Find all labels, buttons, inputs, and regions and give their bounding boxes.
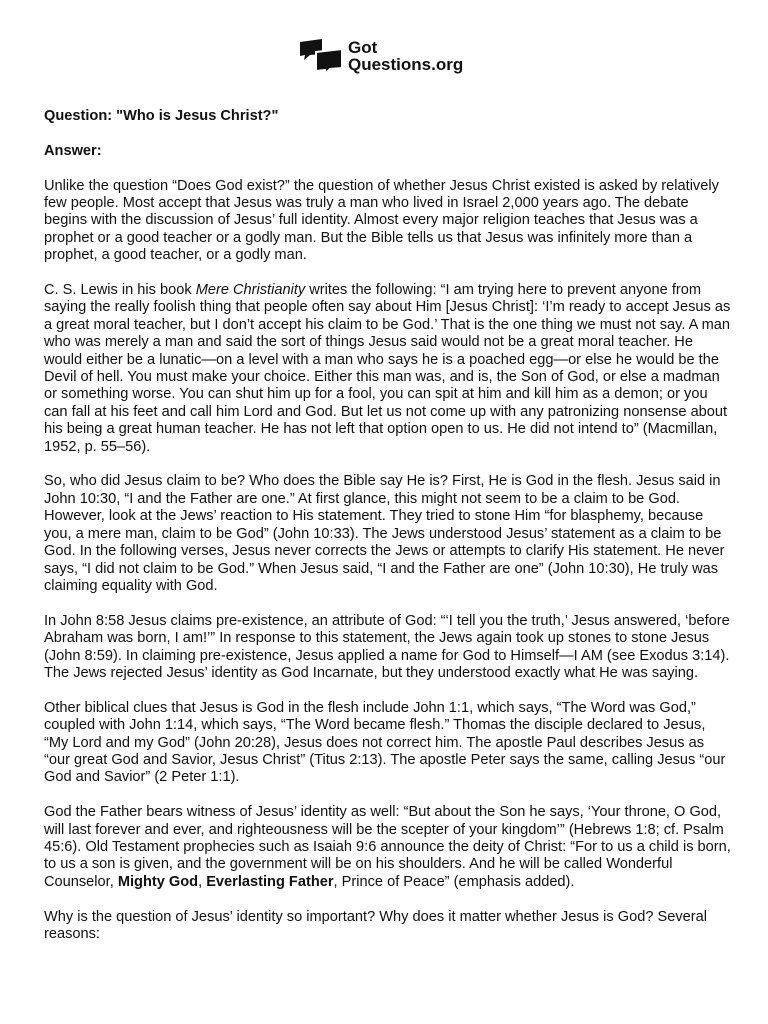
paragraph-4: In John 8:58 Jesus claims pre-existence, an attribute of God: “‘I tell you the truth,’ Jesus answered, ‘before Abraham was born, I am!’” In response to this statement, the Jews again took up stones to stone Jesus (John 8:59). In claiming pre-existence, Jesus applied a name for God to Himself—I AM (see Exodus 3:14). The Jews rejected Jesus’ identity as God Incarnate, but they understood exactly what He was saying. — [44, 612, 730, 681]
emphasis-everlasting-father: Everlasting Father — [206, 873, 334, 890]
paragraph-6-end: , Prince of Peace” (emphasis added). — [333, 873, 575, 890]
paragraph-2-quote: writes the following: “I am trying here to prevent anyone from saying the really foolish thing that people often say about Him [Jesus Christ]: ‘I’m ready to accept Jesus as a great moral teacher, but I don’t accept his claim to be God.’ That is the one thing we must not say. A man who was merely a man and said the sort of things Jesus said would not be a great moral teacher. He would either be a lunatic—on a level with a man who says he is a poached egg—or else he would be the Devil of hell. You must make your choice. Either this man was, and is, the Son of God, or else a madman or something worse. You can shut him up for a fool, you can spit at him and kill him as a demon; or you can fall at his feet and call him Lord and God. But let us not come up with any patronizing nonsense about his being a great human teacher. He has not left that option open to us. He did not intend to” (Macmillan, 1952, p. 55–56). — [44, 282, 731, 455]
logo-line-got: Got — [348, 38, 378, 57]
paragraph-7: Why is the question of Jesus’ identity so important? Why does it matter whether Jesus is God? Several reasons: — [44, 908, 707, 942]
paragraph-2 — [44, 282, 732, 456]
paragraph-6-text: God the Father bears witness of Jesus’ identity as well: “But about the Son he says, ‘Your throne, O God, will last forever and ever, and righteousness will be the scepter of your kingdom’” (Hebrews 1:8; cf. Psalm 45:6). Old Testament prophecies such as Isaiah 9:6 announce the deity of Christ: “For to us a child is born, to us a son is given, and the government will be on his shoulders. And he will be called Wonderful Counselor, — [44, 804, 731, 890]
paragraph-1: Unlike the question “Does God exist?” the question of whether Jesus Christ existed is asked by relatively few people. Most accept that Jesus was truly a man who lived in Israel 2,000 years ago. The debate begins with the discussion of Jesus’ full identity. Almost every major religion teaches that Jesus was a prophet or a good teacher or a godly man. But the Bible tells us that Jesus was infinitely more than a prophet, a good teacher, or a godly man. — [44, 177, 719, 264]
paragraph-5: Other biblical clues that Jesus is God in the flesh include John 1:1, which says, “The Word was God,” coupled with John 1:14, which says, “The Word became flesh.” Thomas the disciple declared to Jesus, “My Lord and my God” (John 20:28), Jesus does not correct him. The apostle Paul describes Jesus as “our great God and Savior, Jesus Christ” (Titus 2:13). The apostle Peter says the same, calling Jesus “our God and Savior” (2 Peter 1:1). — [44, 699, 726, 786]
paragraph-6 — [44, 804, 732, 891]
gotquestions-logo[interactable] — [298, 38, 463, 74]
article-body — [44, 108, 732, 961]
speech-bubbles-logo-icon — [298, 38, 344, 74]
paragraph-3: So, who did Jesus claim to be? Who does the Bible say He is? First, He is God in the flesh. Jesus said in John 10:30, “I and the Father are one.” At first glance, this might not seem to be a claim to be God. However, look at the Jews’ reaction to His statement. They tried to stone Him “for blasphemy, because you, a mere man, claim to be God” (John 10:33). The Jews understood Jesus’ statement as a claim to be God. In the following verses, Jesus never corrects the Jews or attempts to clarify His statement. He never says, “I did not claim to be God.” When Jesus said, “I and the Father are one” (John 10:30), He truly was claiming equality with God. — [44, 473, 725, 594]
paragraph-6-separator: , — [198, 873, 207, 890]
book-title: Mere Christianity — [195, 282, 306, 299]
answer-label: Answer: — [44, 142, 102, 159]
question-heading: Question: "Who is Jesus Christ?" — [44, 108, 279, 124]
paragraph-2-intro: C. S. Lewis in his book — [44, 282, 196, 299]
logo-wordmark — [348, 39, 463, 73]
logo-line-questions: Questions.org — [348, 55, 464, 74]
emphasis-mighty-god: Mighty God — [117, 873, 199, 890]
